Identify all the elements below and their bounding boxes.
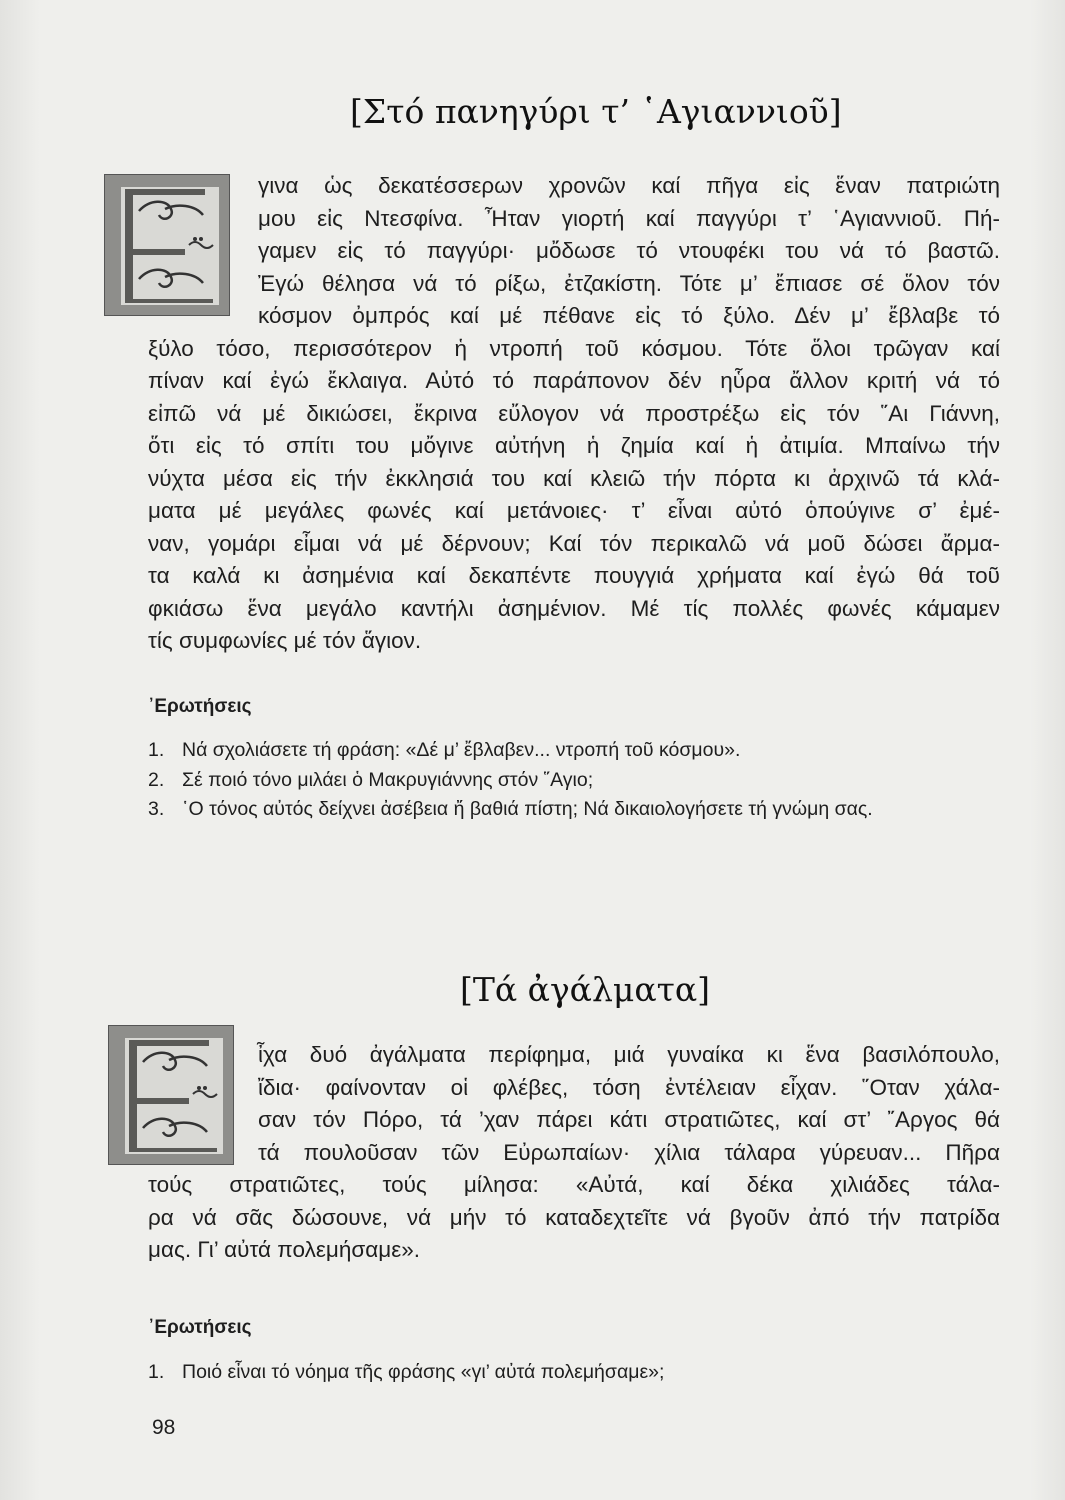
questions-list-2 bbox=[148, 1358, 1008, 1388]
questions-list-1 bbox=[148, 736, 1008, 825]
text-line: ξύλο τόσο, περισσότερον ἡ ντροπή τοῦ κόσμου. Τότε ὅλοι τρῶγαν καί bbox=[148, 335, 1000, 361]
text-line: τα καλά κι ἀσημένια καί δεκαπέντε πουγγιά χρήματα καί ἐγώ θά τοῦ bbox=[148, 563, 1000, 588]
section-2-para bbox=[148, 1169, 1000, 1267]
drop-cap-2 bbox=[108, 1025, 234, 1165]
text-line: μας. Γι’ αὐτά πολεμήσαμε». bbox=[148, 1237, 420, 1262]
question-number: 2. bbox=[148, 768, 165, 791]
text-line: τά πουλοῦσαν τῶν Εὐρωπαίων· χίλια τάλαρα γύρευαν... Πῆρα bbox=[258, 1139, 1000, 1165]
text-line: ὅτι εἰς τό σπίτι του μὄγινε αὐτήνη ἡ ζημία καί ἡ ἀτιμία. Μπαίνω τήν bbox=[148, 433, 1000, 458]
text-line: ἶχα δυό ἀγάλματα περίφημα, μιά γυναίκα κι ἕνα βασιλόπουλο, bbox=[258, 1042, 1000, 1067]
question-item bbox=[148, 1358, 1008, 1388]
questions-heading-2: ᾿Ερωτήσεις bbox=[148, 1317, 252, 1338]
text-line: Ἐγώ θέλησα νά τό ρίξω, ἐτζακίστη. Τότε μ’ ἔπιασε σέ ὅλον τόν bbox=[258, 270, 1000, 296]
question-text: Νά σχολιάσετε τή φράση: «Δέ μ’ ἔβλαβεν... ντροπή τοῦ κόσμου». bbox=[182, 739, 741, 761]
section-2-para-indented bbox=[258, 1039, 1000, 1169]
section-title-2: [Τά ἀγάλματα] bbox=[460, 970, 711, 1009]
text-line: γαμεν εἰς τό παγγύρι· μὄδωσε τό ντουφέκι του νά τό βαστῶ. bbox=[258, 238, 1000, 263]
section-1-para bbox=[148, 333, 1000, 658]
text-line: γινα ὡς δεκατέσσερων χρονῶν καί πῆγα εἰς ἕναν πατριώτη bbox=[258, 173, 1000, 198]
text-line: ναν, γομάρι εἶμαι νά μέ δέρνουν; Καί τόν περικαλῶ νά μοῦ δώσει ἄρμα- bbox=[148, 530, 1000, 556]
text-line: μου εἰς Ντεσφίνα. Ἦταν γιορτή καί παγγύρι τ’ ῾Αγιαννιοῦ. Πή- bbox=[258, 205, 1000, 231]
text-line: εἰπῶ νά μέ δικιώσει, ἔκρινα εὔλογον νά προστρέξω εἰς τόν ῞Αι Γιάννη, bbox=[148, 400, 1000, 426]
text-line: κόσμον ὀμπρός καί μέ πέθανε εἰς τό ξύλο. Δέν μ’ ἔβλαβε τό bbox=[258, 303, 1000, 328]
questions-heading-1: ᾿Ερωτήσεις bbox=[148, 696, 252, 717]
question-item bbox=[148, 736, 1008, 766]
ornament-icon bbox=[105, 175, 229, 315]
section-title-1: [Στό πανηγύρι τ’ ῾Αγιαννιοῦ] bbox=[350, 92, 842, 131]
question-item bbox=[148, 795, 927, 825]
section-1-para-indented bbox=[258, 170, 1000, 333]
question-number: 1. bbox=[148, 739, 165, 761]
text-line: νύχτα μέσα εἰς τήν ἐκκλησιά του καί κλειῶ τήν πόρτα κι ἀρχινῶ τά κλά- bbox=[148, 465, 1000, 491]
text-line: ἴδια· φαίνονταν οἱ φλέβες, τόση ἐντέλειαν εἶχαν. ῞Οταν χάλα- bbox=[258, 1074, 1000, 1100]
question-number: 1. bbox=[148, 1361, 165, 1383]
question-text: Ποιό εἶναι τό νόημα τῆς φράσης «γι’ αὐτά πολεμήσαμε»; bbox=[182, 1361, 665, 1383]
ornament-icon bbox=[109, 1026, 233, 1164]
text-line: τούς στρατιῶτες, τούς μίλησα: «Αὐτά, καί δέκα χιλιάδες τάλα- bbox=[148, 1172, 1000, 1197]
text-line: τίς συμφωνίες μέ τόν ἅγιον. bbox=[148, 628, 422, 653]
text-line: πίναν καί ἐγώ ἔκλαιγα. Αὐτό τό παράπονον δέν ηὗρα ἄλλον κριτή νά τό bbox=[148, 368, 1000, 393]
drop-cap-1 bbox=[104, 174, 230, 316]
page-number: 98 bbox=[152, 1416, 176, 1439]
text-line: ματα μέ μεγάλες φωνές καί μετάνοιες· τ’ εἶναι αὐτό ὁπούγινε σ’ ἐμέ- bbox=[148, 498, 1000, 523]
question-text: Σέ ποιό τόνο μιλάει ὁ Μακρυγιάννης στόν ῞Αγιο; bbox=[182, 768, 594, 791]
text-line: φκιάσω ἕνα μεγάλο καντήλι ἀσημένιον. Μέ τίς πολλές φωνές κάμαμεν bbox=[148, 595, 1000, 621]
text-line: σαν τόν Πόρο, τά ’χαν πάρει κάτι στρατιῶτες, καί στ’ ῎Αργος θά bbox=[258, 1107, 1000, 1132]
text-line: ρα νά σᾶς δώσουνε, νά μήν τό καταδεχτεῖτε νά βγοῦν ἀπό τήν πατρίδα bbox=[148, 1204, 1000, 1230]
question-item bbox=[148, 766, 1008, 796]
question-text: ῾Ο τόνος αὐτός δείχνει ἀσέβεια ἤ βαθιά πίστη; Νά δικαιολογήσετε τή γνώμη σας. bbox=[182, 798, 873, 820]
question-number: 3. bbox=[148, 798, 165, 820]
